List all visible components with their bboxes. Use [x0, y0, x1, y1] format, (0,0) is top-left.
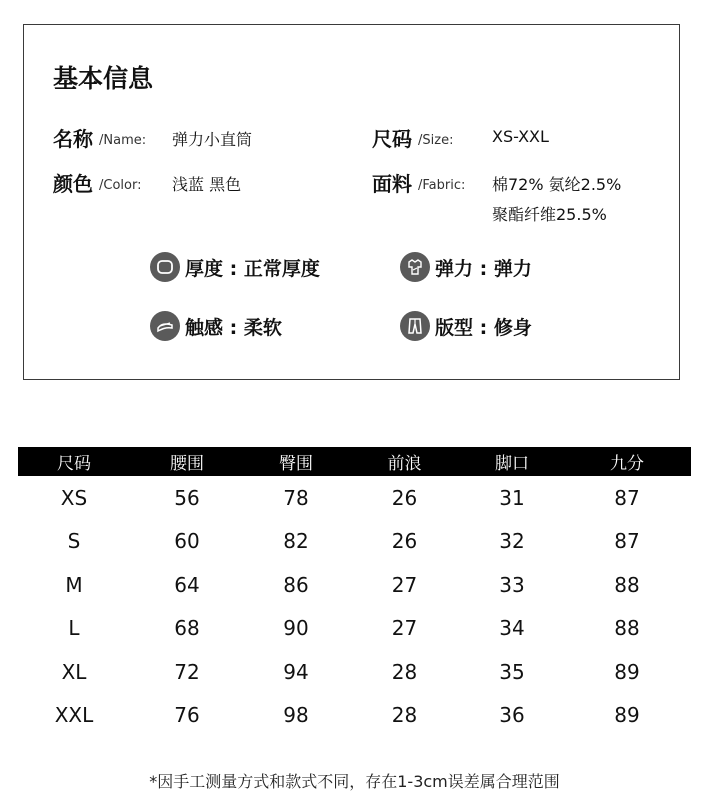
feature-fit	[400, 311, 532, 341]
feature-thickness	[150, 252, 320, 282]
table-cell: 87	[614, 529, 640, 554]
table-cell: 31	[499, 485, 525, 510]
size-value: XS-XXL	[492, 127, 549, 146]
fabric-label: 面料	[372, 172, 412, 196]
name-label: 名称	[53, 127, 93, 151]
table-row	[18, 650, 691, 694]
feature-fit-text: 版型 : 修身	[435, 316, 532, 339]
table-cell: 34	[499, 616, 525, 641]
header-size: 尺码	[18, 447, 130, 476]
name-value: 弹力小直筒	[172, 130, 253, 149]
table-cell: 98	[283, 703, 309, 728]
stretch-icon	[400, 252, 430, 282]
table-cell: 28	[391, 659, 418, 684]
color-label-en: /Color:	[99, 178, 142, 193]
table-cell: S	[67, 529, 81, 554]
table-cell: 88	[614, 572, 640, 597]
table-cell: 86	[283, 572, 309, 597]
table-cell: 90	[283, 616, 309, 641]
measurement-note: *因手工测量方式和款式不同，存在1-3cm误差属合理范围	[149, 772, 560, 791]
table-cell: 60	[174, 529, 200, 554]
size-label-en: /Size:	[418, 133, 454, 148]
table-cell: 33	[499, 572, 525, 597]
table-cell: 27	[391, 616, 418, 641]
table-cell: 27	[391, 572, 418, 597]
table-row	[18, 563, 691, 607]
table-cell: 88	[614, 616, 640, 641]
table-cell: 89	[614, 659, 640, 684]
table-cell: 56	[174, 485, 200, 510]
table-cell: 35	[499, 659, 525, 684]
table-cell: 76	[174, 703, 200, 728]
table-header-row	[18, 447, 691, 476]
fabric-label-en: /Fabric:	[418, 178, 466, 193]
feature-thickness-text: 厚度 : 正常厚度	[185, 257, 320, 280]
size-field	[372, 123, 549, 152]
table-cell: 36	[499, 703, 525, 728]
size-chart-table	[18, 447, 691, 737]
table-cell: 26	[391, 485, 418, 510]
color-field	[53, 168, 242, 197]
name-label-en: /Name:	[99, 133, 147, 148]
header-hip: 臀围	[244, 447, 348, 476]
feature-touch	[150, 311, 282, 341]
header-front-rise: 前浪	[348, 447, 461, 476]
table-cell: 72	[174, 659, 200, 684]
fit-icon	[400, 311, 430, 341]
fabric-value-line2: 聚酯纤维25.5%	[492, 205, 607, 224]
table-cell: 64	[174, 572, 200, 597]
table-cell: 87	[614, 485, 640, 510]
table-cell: 94	[283, 659, 309, 684]
header-waist: 腰围	[130, 447, 244, 476]
feature-stretch-text: 弹力 : 弹力	[435, 257, 532, 280]
fabric-field	[372, 168, 622, 197]
fabric-value-line1: 棉72% 氨纶2.5%	[492, 175, 622, 194]
size-label: 尺码	[372, 127, 412, 151]
table-cell: 26	[391, 529, 418, 554]
table-cell: M	[65, 572, 83, 597]
color-value: 浅蓝 黑色	[172, 175, 242, 194]
color-label: 颜色	[53, 172, 93, 196]
table-cell: 89	[614, 703, 640, 728]
name-field	[53, 123, 253, 152]
touch-icon	[150, 311, 180, 341]
table-cell: 32	[499, 529, 525, 554]
basic-info-panel	[23, 24, 680, 380]
header-leg-opening: 脚口	[461, 447, 563, 476]
table-cell: XXL	[54, 703, 94, 728]
table-cell: XS	[60, 485, 88, 510]
table-cell: 28	[391, 703, 418, 728]
table-row	[18, 476, 691, 520]
feature-stretch	[400, 252, 532, 282]
thickness-icon	[150, 252, 180, 282]
table-cell: 68	[174, 616, 200, 641]
table-cell: 78	[283, 485, 309, 510]
info-title: 基本信息	[53, 64, 154, 93]
table-row	[18, 607, 691, 651]
table-row	[18, 694, 691, 738]
header-nine-tenth-length: 九分	[563, 447, 691, 476]
table-cell: L	[68, 616, 80, 641]
table-cell: 82	[283, 529, 309, 554]
table-cell: XL	[61, 659, 87, 684]
table-row	[18, 520, 691, 564]
feature-touch-text: 触感 : 柔软	[185, 316, 282, 339]
